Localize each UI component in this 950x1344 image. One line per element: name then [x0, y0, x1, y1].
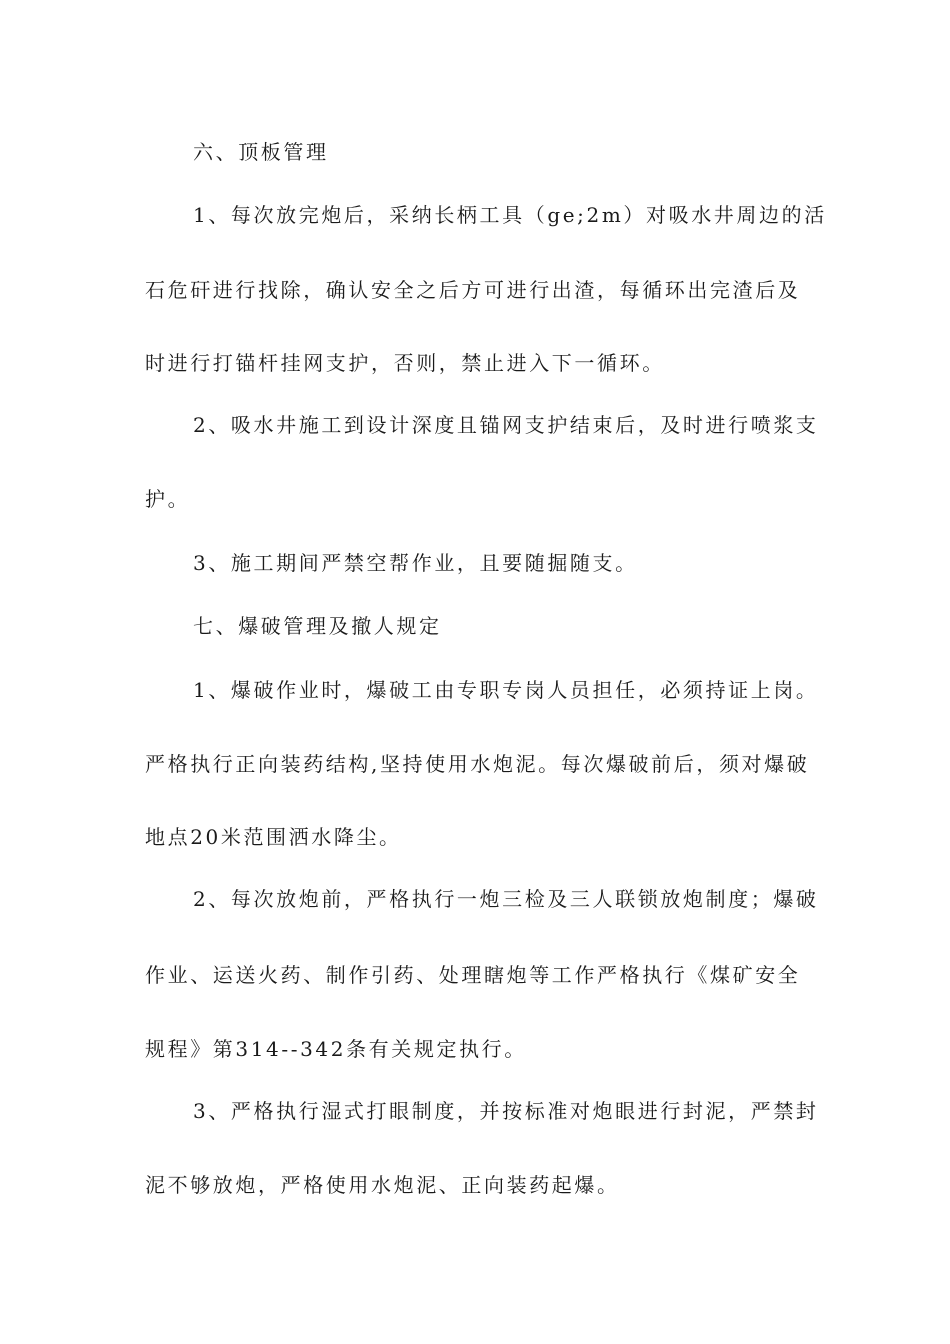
paragraph-line: 规程》第314--342条有关规定执行。 — [145, 1037, 527, 1061]
paragraph-line: 1、爆破作业时，爆破工由专职专岗人员担任，必须持证上岗。 — [193, 678, 819, 702]
paragraph-line: 3、严格执行湿式打眼制度，并按标准对炮眼进行封泥，严禁封 — [193, 1099, 819, 1123]
paragraph-line: 1、每次放完炮后，采纳长柄工具（ge;2m）对吸水井周边的活 — [193, 203, 827, 227]
paragraph-line: 严格执行正向装药结构,坚持使用水炮泥。每次爆破前后，须对爆破 — [145, 752, 810, 776]
paragraph-line: 护。 — [145, 487, 191, 511]
paragraph-line: 石危矸进行找除，确认安全之后方可进行出渣，每循环出完渣后及 — [145, 278, 801, 302]
paragraph-line: 3、施工期间严禁空帮作业，且要随掘随支。 — [193, 551, 638, 575]
section-heading-roof-management: 六、顶板管理 — [193, 140, 329, 164]
paragraph-line: 泥不够放炮，严格使用水炮泥、正向装药起爆。 — [145, 1173, 620, 1197]
paragraph-line: 2、吸水井施工到设计深度且锚网支护结束后，及时进行喷浆支 — [193, 413, 819, 437]
paragraph-line: 2、每次放炮前，严格执行一炮三检及三人联锁放炮制度；爆破 — [193, 887, 819, 911]
paragraph-line: 地点20米范围洒水降尘。 — [145, 825, 402, 849]
section-heading-blasting-management: 七、爆破管理及撤人规定 — [193, 614, 442, 638]
paragraph-line: 作业、运送火药、制作引药、处理瞎炮等工作严格执行《煤矿安全 — [145, 963, 801, 987]
paragraph-line: 时进行打锚杆挂网支护，否则，禁止进入下一循环。 — [145, 351, 665, 375]
